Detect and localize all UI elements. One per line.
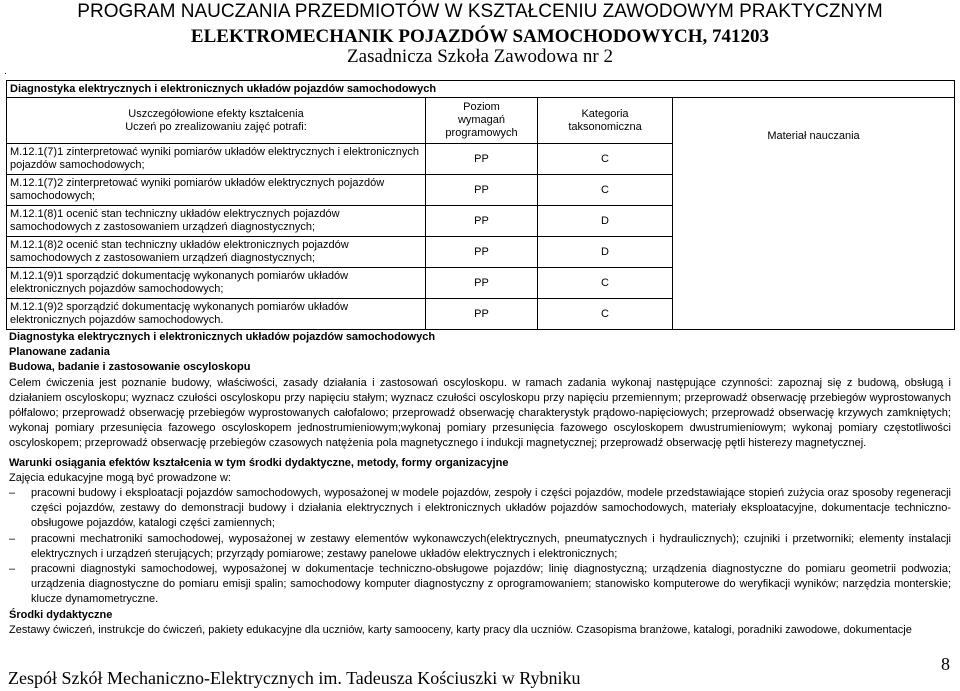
category-value: C bbox=[538, 175, 673, 206]
category-value: D bbox=[538, 237, 673, 268]
conditions-title: Warunki osiągania efektów kształcenia w tym środki dydaktyczne, metody, formy organizacyjne bbox=[9, 456, 509, 469]
category-column-header: Kategoria taksonomiczna bbox=[538, 98, 673, 144]
category-value: C bbox=[538, 299, 673, 330]
level-value: PP bbox=[426, 175, 538, 206]
effect-row: M.12.1(7)1 zinterpretować wyniki pomiarów układów elektrycznych i elektronicznych pojazdów samochodowych; bbox=[7, 144, 426, 175]
effect-row: M.12.1(7)2 zinterpretować wyniki pomiarów układów elektrycznych pojazdów samochodowych; bbox=[7, 175, 426, 206]
level-value: PP bbox=[426, 206, 538, 237]
content-section-title: Diagnostyka elektrycznych i elektronicznych układów pojazdów samochodowych bbox=[9, 331, 436, 343]
category-value: D bbox=[538, 206, 673, 237]
stray-dot: . bbox=[4, 66, 7, 77]
list-item: – pracowni diagnostyki samochodowej, wyposażonej w dokumentacje techniczno-obsługowe pojazdów; linię diagnostyczną; urządzenia diagnostyczne do pomiaru geometrii podwozia; urządzenia diagnostyczne do pomiaru emisji spalin; samochodowy komputer diagnostyczny z oprogramowaniem; stanowisko komputerowe do weryfikacji wyników; narzędzia monterskie; klucze dynamometryczne. bbox=[9, 562, 951, 608]
category-value: C bbox=[538, 144, 673, 175]
footer-school: Zespół Szkół Mechaniczno-Elektrycznych im. Tadeusza Kościuszki w Rybniku bbox=[8, 668, 581, 688]
level-value: PP bbox=[426, 144, 538, 175]
level-column-header: Poziom wymagań programowych bbox=[426, 98, 538, 144]
task-description: Celem ćwiczenia jest poznanie budowy, właściwości, zasady działania i zastosowań oscyloskopu. w ramach zadania wykonaj następujące czynności: zapoznaj się z budową, obsługą i działaniem oscyloskopu; wyznacz czułości oscyloskopu przy napięciu stałym; wyznacz czułości oscyloskopu przy napięciu przemiennym; przeprowadź obserwację przebiegów wyprostowanych półfalowo; przeprowadź obserwację przebiegów wyprostowanych całofalowo; przeprowadź obserwację charakterystyk prądowo-napięciowych; przeprowadź obserwację krzywych zamkniętych; wykonaj pomiary przesunięcia fazowego oscyloskopem jednostrumieniowym;wykonaj pomiary przesunięcia fazowego oscyloskopem dwustrumieniowym; wykonaj pomiary częstotliwości oscyloskopem; przeprowadź obserwację przebiegów czasowych natężenia pola magnetycznego i indukcji magnetycznej; przeprowadź obserwację pętli histerezy magnetycznej. bbox=[9, 376, 951, 450]
list-item: – pracowni budowy i eksploatacji pojazdów samochodowych, wyposażonej w modele pojazdów, zespoły i części pojazdów, modele przedstawiające stopień zużycia oraz sposoby regeneracji części pojazdów, zestawy do demonstracji budowy i działania elektrycznych i elektronicznych układów pojazdów samochodowych, materiały eksploatacyjne, dokumentacje techniczno-obsługowe pojazdów, katalogi części zamiennych; bbox=[9, 486, 951, 532]
effects-column-header: Uszczegółowione efekty kształcenia Uczeń po zrealizowaniu zajęć potrafi: bbox=[7, 98, 426, 144]
workshop-list bbox=[9, 486, 951, 608]
material-column-header: Materiał nauczania bbox=[673, 98, 955, 330]
effect-row: M.12.1(9)2 sporządzić dokumentację wykonanych pomiarów układów elektronicznych pojazdów samochodowych. bbox=[7, 299, 426, 330]
school-subtitle: Zasadnicza Szkoła Zawodowa nr 2 bbox=[347, 46, 613, 67]
level-value: PP bbox=[426, 237, 538, 268]
means-title: Środki dydaktyczne bbox=[9, 608, 113, 621]
level-value: PP bbox=[426, 299, 538, 330]
conditions-intro: Zajęcia edukacyjne mogą być prowadzone w: bbox=[9, 471, 231, 484]
means-text: Zestawy ćwiczeń, instrukcje do ćwiczeń, pakiety edukacyjne dla uczniów, karty samooceny, karty pracy dla uczniów. Czasopisma branżowe, katalogi, poradniki zawodowe, dokumentacje bbox=[9, 623, 912, 636]
profession-title: ELEKTROMECHANIK POJAZDÓW SAMOCHODOWYCH, 741203 bbox=[190, 26, 770, 47]
effect-row: M.12.1(9)1 sporządzić dokumentację wykonanych pomiarów układów elektronicznych pojazdów samochodowych; bbox=[7, 268, 426, 299]
document-title: PROGRAM NAUCZANIA PRZEDMIOTÓW W KSZTAŁCENIU ZAWODOWYM PRAKTYCZNYM bbox=[77, 1, 883, 22]
level-value: PP bbox=[426, 268, 538, 299]
table-section-title: Diagnostyka elektrycznych i elektronicznych układów pojazdów samochodowych bbox=[7, 81, 955, 98]
list-item: – pracowni mechatroniki samochodowej, wyposażonej w zestawy elementów wykonawczych(elektrycznych, pneumatycznych i hydraulicznych); czujniki i przetworniki; elementy instalacji elektrycznych i urządzeń sterujących; przyrządy pomiarowe; zestawy panelowe układów elektrycznych i elektronicznych; bbox=[9, 532, 951, 562]
task-title: Budowa, badanie i zastosowanie oscyloskopu bbox=[9, 361, 251, 374]
page-number: 8 bbox=[941, 654, 950, 674]
planned-tasks-label: Planowane zadania bbox=[9, 346, 110, 359]
effect-row: M.12.1(8)2 ocenić stan techniczny układów elektronicznych pojazdów samochodowych z zastosowaniem urządzeń diagnostycznych; bbox=[7, 237, 426, 268]
effect-row: M.12.1(8)1 ocenić stan techniczny układów elektrycznych pojazdów samochodowych z zastosowaniem urządzeń diagnostycznych; bbox=[7, 206, 426, 237]
effects-table bbox=[6, 80, 955, 330]
category-value: C bbox=[538, 268, 673, 299]
content-section bbox=[9, 330, 951, 638]
